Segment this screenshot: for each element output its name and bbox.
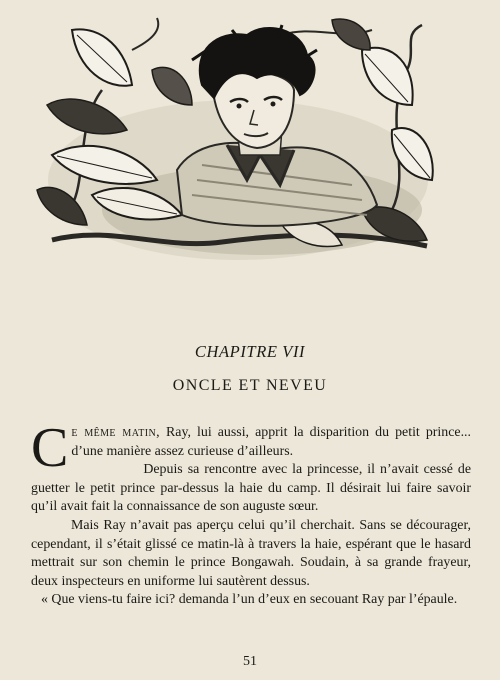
paragraph-1-text: Ray, lui aussi, apprit la disparition du petit prince... d’une manière assez curieuse d’ailleurs. — [71, 425, 471, 459]
chapter-body — [31, 417, 471, 610]
boy-among-leaves-illustration — [32, 10, 444, 272]
paragraph-3: Mais Ray n’avait pas aperçu celui qu’il cherchait. Sans se décourager, cependant, il s’était glissé ce matin-là à travers la haie, espérant que le hasard mettrait sur son chemin le prince Bongawah. Soudain, à sa grande frayeur, deux inspecteurs en uniforme lui sautèrent dessus. — [31, 517, 471, 589]
chapter-title: ONCLE ET NEVEU — [172, 377, 328, 394]
page-number: 51 — [243, 654, 257, 669]
paragraph-1 — [31, 417, 471, 479]
lead-small-caps: e même matin, — [71, 425, 160, 440]
paragraph-4: « Que viens-tu faire ici? demanda l’un d’eux en secouant Ray par l’épaule. — [41, 592, 458, 608]
paragraph-2: Depuis sa rencontre avec la princesse, il n’avait cessé de guetter le petit prince par-dessus la haie du camp. Il désirait lui faire savoir qu’il avait fait la connaissance de son auguste sœur. — [31, 462, 471, 515]
drop-cap: C — [31, 417, 69, 479]
chapter-number: CHAPITRE VII — [194, 342, 306, 361]
